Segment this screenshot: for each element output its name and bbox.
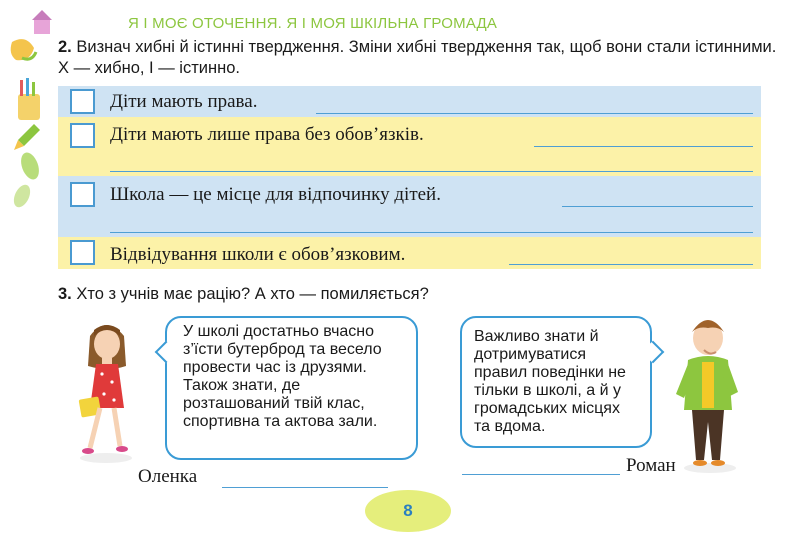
statement-1: Діти мають права. xyxy=(110,91,258,112)
page-number: 8 xyxy=(365,490,451,532)
task-3-instructions xyxy=(58,284,429,305)
left-speech-bubble xyxy=(165,316,418,460)
name-roman: Роман xyxy=(626,455,676,476)
pencil-cup-icon xyxy=(18,78,40,120)
boy-illustration xyxy=(672,316,744,476)
left-bubble-text: У школі достатньо вчасно з’їсти бутерброд та весело провести час із друзями. Також знати, де розташований твій клас, спортивна та актова зали. xyxy=(183,323,382,430)
task-3-number: 3. xyxy=(58,285,72,303)
task-2-number: 2. xyxy=(58,38,72,56)
pencil-icon xyxy=(14,124,40,150)
answer-checkbox-3[interactable] xyxy=(70,182,95,207)
answer-checkbox-2[interactable] xyxy=(70,123,95,148)
side-decoration xyxy=(0,0,55,220)
answer-line-2[interactable] xyxy=(534,146,753,147)
houses-icon xyxy=(32,8,55,34)
statement-3: Школа — це місце для відпочинку дітей. xyxy=(110,184,441,205)
right-bubble-text: Важливо знати й дотримуватися правил поведінки не тільки в школі, а й у громадських місцях та вдома. xyxy=(474,328,626,435)
statement-row-4 xyxy=(58,237,761,269)
hand-icon xyxy=(11,39,36,60)
answer-line-4[interactable] xyxy=(509,264,753,265)
statement-2: Діти мають лише права без обов’язків. xyxy=(110,124,424,145)
statement-row-2 xyxy=(58,117,761,176)
chapter-header: Я І МОЄ ОТОЧЕННЯ. Я І МОЯ ШКІЛЬНА ГРОМАДА xyxy=(128,15,498,32)
answer-line-roman[interactable] xyxy=(462,474,620,475)
task-2-instructions xyxy=(58,37,778,79)
task-2-text: Визнач хибні й істинні твердження. Зміни хибні твердження так, щоб вони стали істинними. Х — хибно, І — істинно. xyxy=(58,38,777,77)
leaf-icon xyxy=(11,150,43,210)
task-3-text: Хто з учнів має рацію? А хто — помиляється? xyxy=(76,285,429,303)
answer-checkbox-4[interactable] xyxy=(70,240,95,265)
answer-line-3b[interactable] xyxy=(110,232,753,233)
answer-line-3[interactable] xyxy=(562,206,753,207)
name-olenka: Оленка xyxy=(138,466,198,487)
statement-row-1 xyxy=(58,86,761,117)
girl-illustration xyxy=(72,318,142,468)
answer-line-2b[interactable] xyxy=(110,171,753,172)
answer-line-1[interactable] xyxy=(316,113,753,114)
answer-line-olenka[interactable] xyxy=(222,487,388,488)
statement-row-3 xyxy=(58,176,761,237)
answer-checkbox-1[interactable] xyxy=(70,89,95,114)
statement-4: Відвідування школи є обов’язковим. xyxy=(110,244,406,265)
right-speech-bubble xyxy=(460,316,652,448)
